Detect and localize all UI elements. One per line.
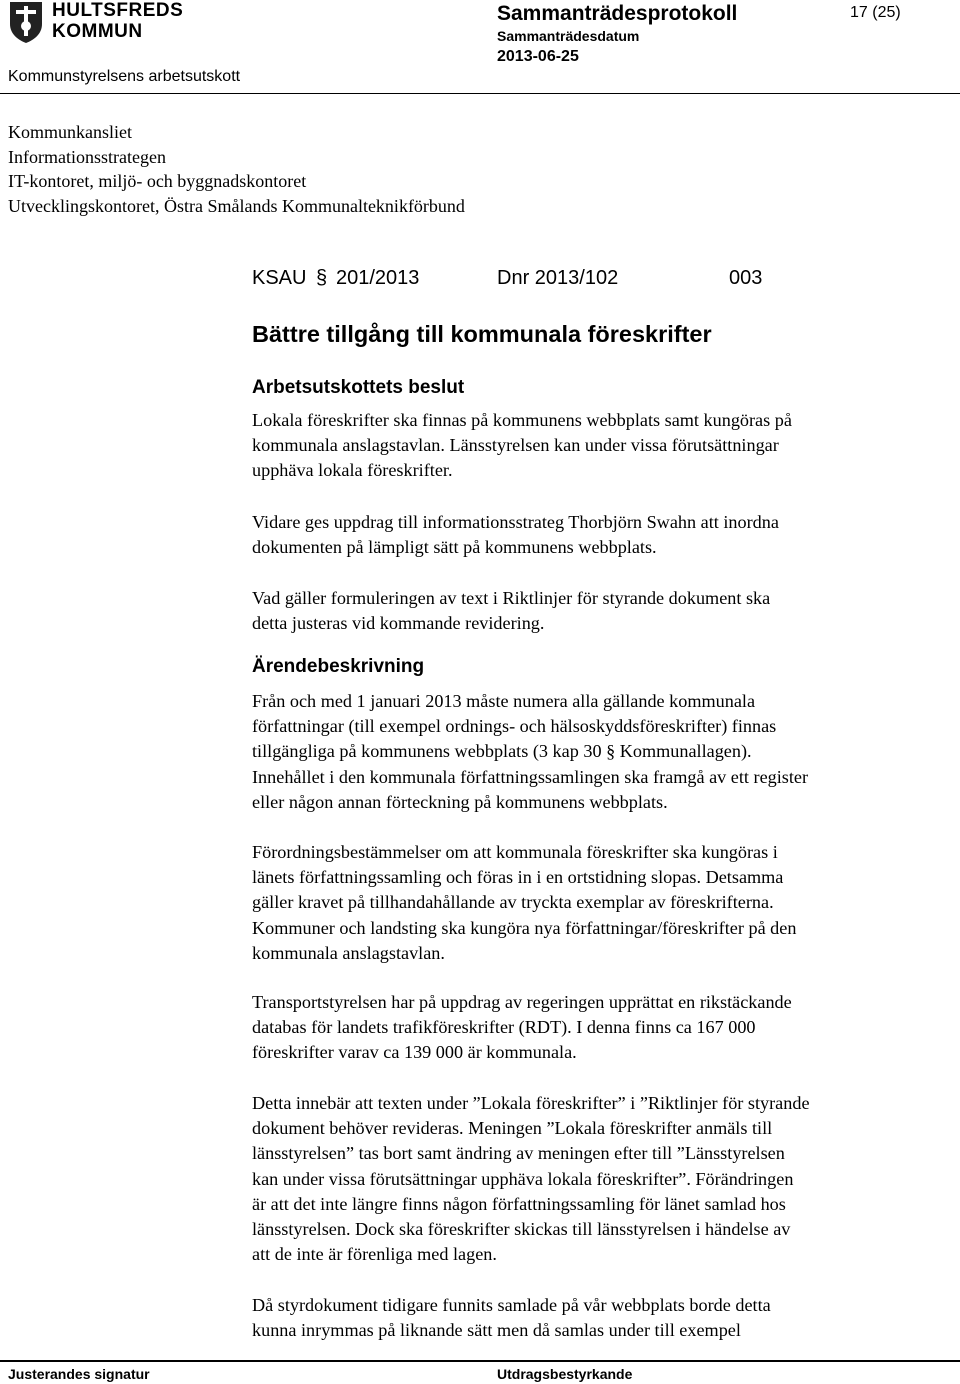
text-line: kan under vissa förutsättningar upphäva lokala föreskrifter”. Förändringen	[252, 1168, 794, 1189]
text-line: Vad gäller formuleringen av text i Riktlinjer för styrande dokument ska	[252, 588, 771, 608]
text-line: Innehållet i den kommunala författningssamlingen ska framgå av ett register	[252, 766, 809, 787]
decision-paragraph	[252, 586, 952, 636]
text-line: är att det inte längre finns någon författningssamling för länet samlad hos	[252, 1193, 786, 1214]
description-paragraph	[252, 990, 952, 1066]
text-line: Detta innebär att texten under ”Lokala föreskrifter” i ”Riktlinjer för styrande	[252, 1093, 810, 1113]
text-line: Förordningsbestämmelser om att kommunala föreskrifter ska kungöras i	[252, 842, 778, 862]
text-line: föreskrifter varav ca 139 000 är kommunala.	[252, 1042, 577, 1063]
signature-label: Justerandes signatur	[8, 1366, 150, 1382]
page-number: 17 (25)	[850, 4, 901, 21]
description-paragraph	[252, 1293, 952, 1343]
text-line: tillgängliga på kommunens webbplats (3 kap 30 § Kommunallagen).	[252, 741, 752, 762]
section-symbol: §	[316, 267, 328, 289]
text-line: författningar (till exempel ordnings- och hälsoskyddsföreskrifter) finnas	[252, 716, 777, 737]
text-line: kommunala anslagstavlan.	[252, 942, 445, 963]
case-title: Bättre tillgång till kommunala föreskrifter	[252, 321, 712, 347]
text-line: eller någon annan förteckning på kommunens webbplats.	[252, 791, 668, 812]
text-line: länsstyrelsen. Dock ska föreskrifter skickas till länsstyrelsen i händelse av	[252, 1219, 791, 1240]
text-line: Då styrdokument tidigare funnits samlade på vår webbplats borde detta	[252, 1295, 771, 1315]
description-heading: Ärendebeskrivning	[252, 656, 425, 677]
case-code: 003	[729, 267, 763, 289]
text-line: dokument behöver revideras. Meningen ”Lokala föreskrifter anmäls till	[252, 1118, 773, 1139]
text-line: länsstyrelsen” tas bort samt ändring av meningen efter till ”Länsstyrelsen	[252, 1143, 785, 1164]
text-line: Vidare ges uppdrag till informationsstrateg Thorbjörn Swahn att inordna	[252, 512, 779, 532]
description-paragraph	[252, 689, 952, 815]
recipient-item: Kommunkansliet	[8, 122, 132, 142]
text-line: gäller kravet på tillhandahållande av tryckta exemplar av föreskrifterna.	[252, 892, 774, 913]
text-line: detta justeras vid kommande revidering.	[252, 613, 545, 634]
diary-number: Dnr 2013/102	[497, 267, 619, 289]
text-line: länets författningssamling och föras in i en ortstidning slopas. Detsamma	[252, 867, 784, 888]
case-prefix: KSAU	[252, 267, 307, 289]
meeting-date-label: Sammanträdesdatum	[497, 28, 640, 44]
text-line: kunna inrymmas på liknande sätt men då samlas under till exempel	[252, 1320, 741, 1341]
municipality-crest-icon	[8, 0, 44, 44]
municipality-logo	[8, 0, 183, 44]
committee-name: Kommunstyrelsens arbetsutskott	[8, 68, 241, 85]
decision-paragraph	[252, 408, 952, 484]
text-line: upphäva lokala föreskrifter.	[252, 460, 453, 481]
extract-certification-label: Utdragsbestyrkande	[497, 1366, 633, 1382]
decision-paragraph	[252, 510, 952, 560]
description-paragraph	[252, 1091, 952, 1267]
header-divider	[0, 93, 960, 94]
text-line: kommunala anslagstavlan. Länsstyrelsen kan under vissa förutsättningar	[252, 435, 779, 456]
recipient-list	[8, 120, 465, 218]
text-line: dokumenten på lämpligt sätt på kommunens webbplats.	[252, 537, 657, 558]
case-number: 201/2013	[336, 267, 420, 289]
text-line: Lokala föreskrifter ska finnas på kommunens webbplats samt kungöras på	[252, 410, 792, 430]
decision-heading: Arbetsutskottets beslut	[252, 377, 465, 398]
logo-text-line2: KOMMUN	[52, 21, 143, 42]
text-line: Transportstyrelsen har på uppdrag av regeringen upprättat en rikstäckande	[252, 992, 792, 1012]
meeting-date: 2013-06-25	[497, 48, 579, 65]
footer-divider	[0, 1360, 960, 1362]
text-line: Från och med 1 januari 2013 måste numera alla gällande kommunala	[252, 691, 756, 711]
recipient-item: Informationsstrategen	[8, 146, 166, 167]
text-line: Kommuner och landsting ska kungöra nya författningar/föreskrifter på den	[252, 917, 797, 938]
text-line: databas för landets trafikföreskrifter (RDT). I denna finns ca 167 000	[252, 1017, 756, 1038]
document-title: Sammanträdesprotokoll	[497, 2, 738, 25]
text-line: att de inte är förenliga med lagen.	[252, 1244, 497, 1265]
logo-text-line1: HULTSFREDS	[52, 0, 184, 21]
case-reference	[252, 267, 772, 293]
recipient-item: IT-kontoret, miljö- och byggnadskontoret	[8, 171, 307, 191]
recipient-item: Utvecklingskontoret, Östra Smålands Kommunalteknikförbund	[8, 195, 465, 216]
description-paragraph	[252, 840, 952, 966]
